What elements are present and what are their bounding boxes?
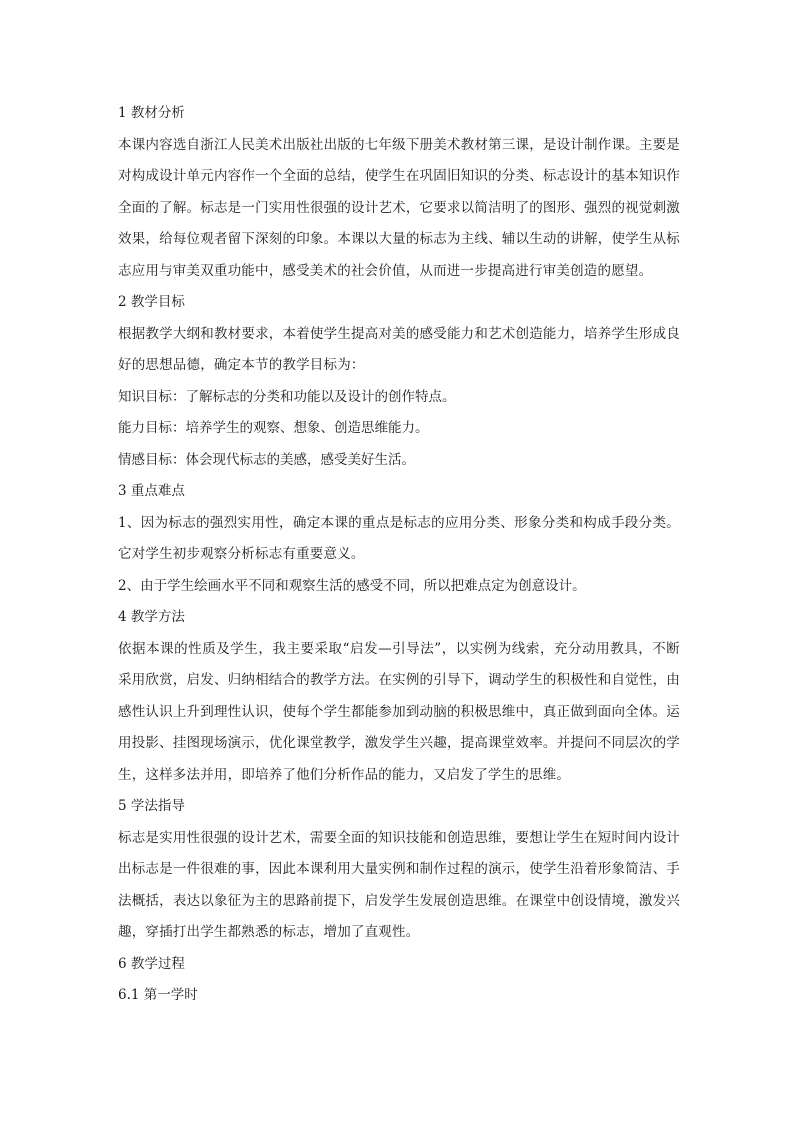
section-3-point-2: 2、由于学生绘画水平不同和观察生活的感受不同，所以把难点定为创意设计。 — [118, 577, 586, 594]
section-heading-6: 6 教学过程 — [118, 955, 185, 972]
section-2-paragraph-intro: 根据教学大纲和教材要求，本着使学生提高对美的感受能力和艺术创造能力，培养学生形成良好的思想品德，确定本节的教学目标为： — [118, 325, 680, 373]
section-5-paragraph: 标志是实用性很强的设计艺术，需要全面的知识技能和创造思维，要想让学生在短时间内设计出标志是一件很难的事，因此本课利用大量实例和制作过程的演示，使学生沿着形象简洁、手法概括，表达以象征为主的思路前提下，启发学生发展创造思维。在课堂中创设情境，激发兴趣，穿插打出学生都熟悉的标志，增加了直观性。 — [118, 829, 680, 940]
section-heading-5: 5 学法指导 — [118, 798, 185, 814]
document-page — [118, 98, 680, 1012]
section-4-paragraph: 依据本课的性质及学生，我主要采取“启发—引导法”，以实例为线索，充分动用教具，不断采用欣赏，启发、归纳相结合的教学方法。在实例的引导下，调动学生的积极性和自觉性，由感性认识上升到理性认识，使每个学生都能参加到动脑的积极思维中，真正做到面向全体。运用投影、挂图现场演示，优化课堂教学，激发学生兴趣，提高课堂效率。并提问不同层次的学生，这样多法并用，即培养了他们分析作品的能力，又启发了学生的思维。 — [118, 640, 680, 783]
section-heading-2: 2 教学目标 — [118, 294, 185, 310]
section-2-ability-goal: 能力目标：培养学生的观察、想象、创造思维能力。 — [118, 420, 429, 436]
section-3-point-1: 1、因为标志的强烈实用性，确定本课的重点是标志的应用分类、形象分类和构成手段分类。它对学生初步观察分析标志有重要意义。 — [118, 514, 680, 562]
section-heading-4: 4 教学方法 — [118, 609, 185, 625]
section-heading-3: 3 重点难点 — [118, 483, 185, 499]
section-2-knowledge-goal: 知识目标：了解标志的分类和功能以及设计的创作特点。 — [118, 388, 456, 405]
section-1-paragraph: 本课内容选自浙江人民美术出版社出版的七年级下册美术教材第三课，是设计制作课。主要是对构成设计单元内容作一个全面的总结，使学生在巩固旧知识的分类、标志设计的基本知识作全面的了解。标志是一门实用性很强的设计艺术，它要求以简洁明了的图形、强烈的视觉刺激效果，给每位观者留下深刻的印象。本课以大量的标志为主线、辅以生动的讲解，使学生从标志应用与审美双重功能中，感受美术的社会价值，从而进一步提高进行审美创造的愿望。 — [118, 136, 680, 279]
subsection-heading-6-1: 6.1 第一学时 — [118, 987, 198, 1003]
section-2-emotion-goal: 情感目标：体会现代标志的美感，感受美好生活。 — [118, 451, 415, 468]
section-heading-1: 1 教材分析 — [118, 105, 185, 121]
